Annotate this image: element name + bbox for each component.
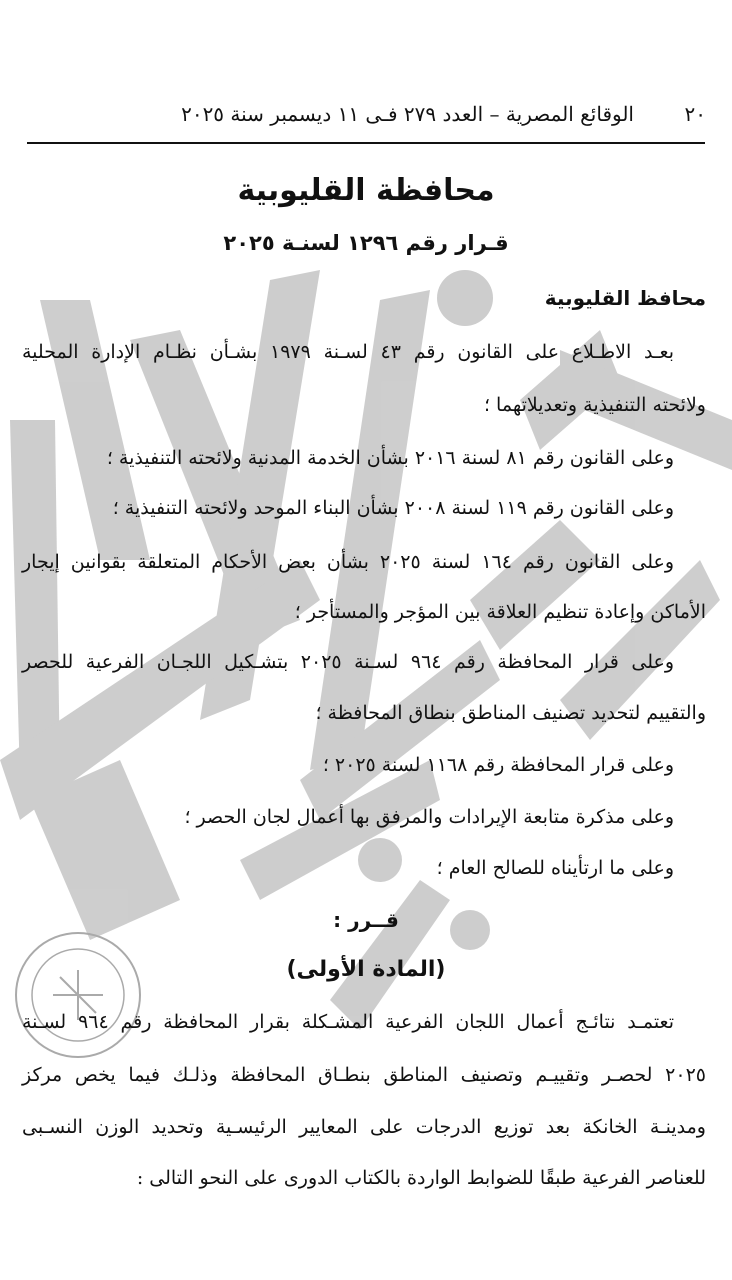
page-number: ٢٠ xyxy=(684,102,706,126)
preamble-line: وعلى ما ارتأيناه للصالح العام ؛ xyxy=(436,857,674,879)
article-line: ٢٠٢٥ لحصـر وتقييـم وتصنيف المناطق بنطـاق المحافظة وذلـك فيما يخص مركز xyxy=(22,1064,706,1086)
running-title: الوقائع المصرية – العدد ٢٧٩ فـى ١١ ديسمبر سنة ٢٠٢٥ xyxy=(181,102,634,126)
header-rule xyxy=(27,142,705,144)
ministry-stamp xyxy=(8,925,148,1065)
preamble-line: ولائحته التنفيذية وتعديلاتهما ؛ xyxy=(483,394,706,416)
preamble-line: وعلى القانون رقم ٨١ لسنة ٢٠١٦ بشأن الخدمة المدنية ولائحته التنفيذية ؛ xyxy=(106,447,674,469)
preamble-line: وعلى مذكرة متابعة الإيرادات والمرفق بها أعمال لجان الحصر ؛ xyxy=(184,806,674,828)
article-line: للعناصر الفرعية طبقًا للضوابط الواردة بالكتاب الدورى على النحو التالى : xyxy=(136,1167,706,1189)
preamble-line: الأماكن وإعادة تنظيم العلاقة بين المؤجر والمستأجر ؛ xyxy=(294,601,706,623)
decided-heading: قــرر : xyxy=(333,908,399,932)
preamble-line: بعـد الاطـلاع على القانون رقم ٤٣ لسـنة ١٩٧٩ بشـأن نظـام الإدارة المحلية xyxy=(22,341,674,363)
preamble-line: وعلى القانون رقم ١١٩ لسنة ٢٠٠٨ بشأن البناء الموحد ولائحته التنفيذية ؛ xyxy=(112,497,674,519)
article-title: (المادة الأولى) xyxy=(286,957,446,982)
document-title: محافظة القليوبية xyxy=(237,173,495,208)
decree-number: قـرار رقم ١٢٩٦ لسنـة ٢٠٢٥ xyxy=(223,231,509,255)
article-line: ومدينـة الخانكة بعد توزيع الدرجات على المعايير الرئيسـية وتحديد الوزن النسـبى xyxy=(22,1116,706,1138)
issuer: محافظ القليوبية xyxy=(544,286,706,310)
preamble-line: وعلى قرار المحافظة رقم ٩٦٤ لسـنة ٢٠٢٥ بتشـكيل اللجـان الفرعية للحصر xyxy=(22,651,674,673)
preamble-line: وعلى قرار المحافظة رقم ١١٦٨ لسنة ٢٠٢٥ ؛ xyxy=(322,754,674,776)
article-line: تعتمـد نتائـج أعمال اللجان الفرعية المشـكلة بقرار المحافظة رقم ٩٦٤ لسـنة xyxy=(22,1011,675,1033)
preamble-line: والتقييم لتحديد تصنيف المناطق بنطاق المحافظة ؛ xyxy=(315,702,706,724)
preamble-line: وعلى القانون رقم ١٦٤ لسنة ٢٠٢٥ بشأن بعض الأحكام المتعلقة بقوانين إيجار xyxy=(22,551,675,573)
